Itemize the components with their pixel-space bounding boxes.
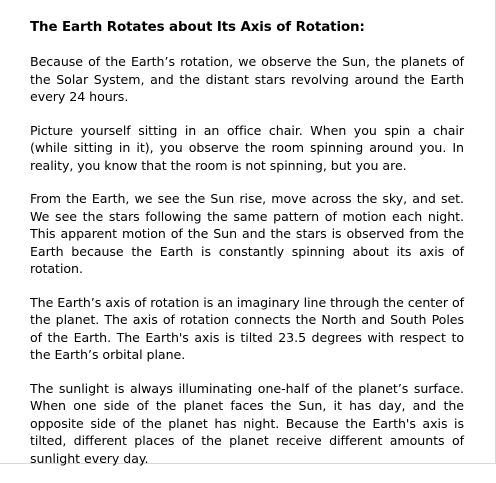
paragraph-rotation-observation: Because of the Earth’s rotation, we observe the Sun, the planets of the Solar System, and the distant stars revolving around the Earth every 24 hours. (30, 54, 464, 104)
document-content (30, 19, 464, 483)
paragraph-apparent-motion: From the Earth, we see the Sun rise, move across the sky, and set. We see the stars following the same pattern of motion each night. This apparent motion of the Sun and the stars is observed from the Earth because the Earth is constantly spinning about its axis of rotation. (30, 191, 464, 276)
page-title: The Earth Rotates about Its Axis of Rotation: (30, 20, 365, 35)
paragraph-office-chair-analogy: Picture yourself sitting in an office chair. When you spin a chair (while sitting in it), you observe the room spinning around you. In reality, you know that the room is not spinning, but you are. (30, 122, 464, 173)
paragraph-day-and-night: The sunlight is always illuminating one-half of the planet’s surface. When one side of the planet faces the Sun, it has day, and the opposite side of the planet has night. Because the Earth's axis is tilted, different places of the planet receive different amounts of sunlight every day. (30, 380, 464, 466)
paragraph-axis-of-rotation: The Earth’s axis of rotation is an imaginary line through the center of the planet. The axis of rotation connects the North and South Poles of the Earth. The Earth's axis is tilted 23.5 degrees with respect to the Earth’s orbital plane. (30, 294, 464, 362)
